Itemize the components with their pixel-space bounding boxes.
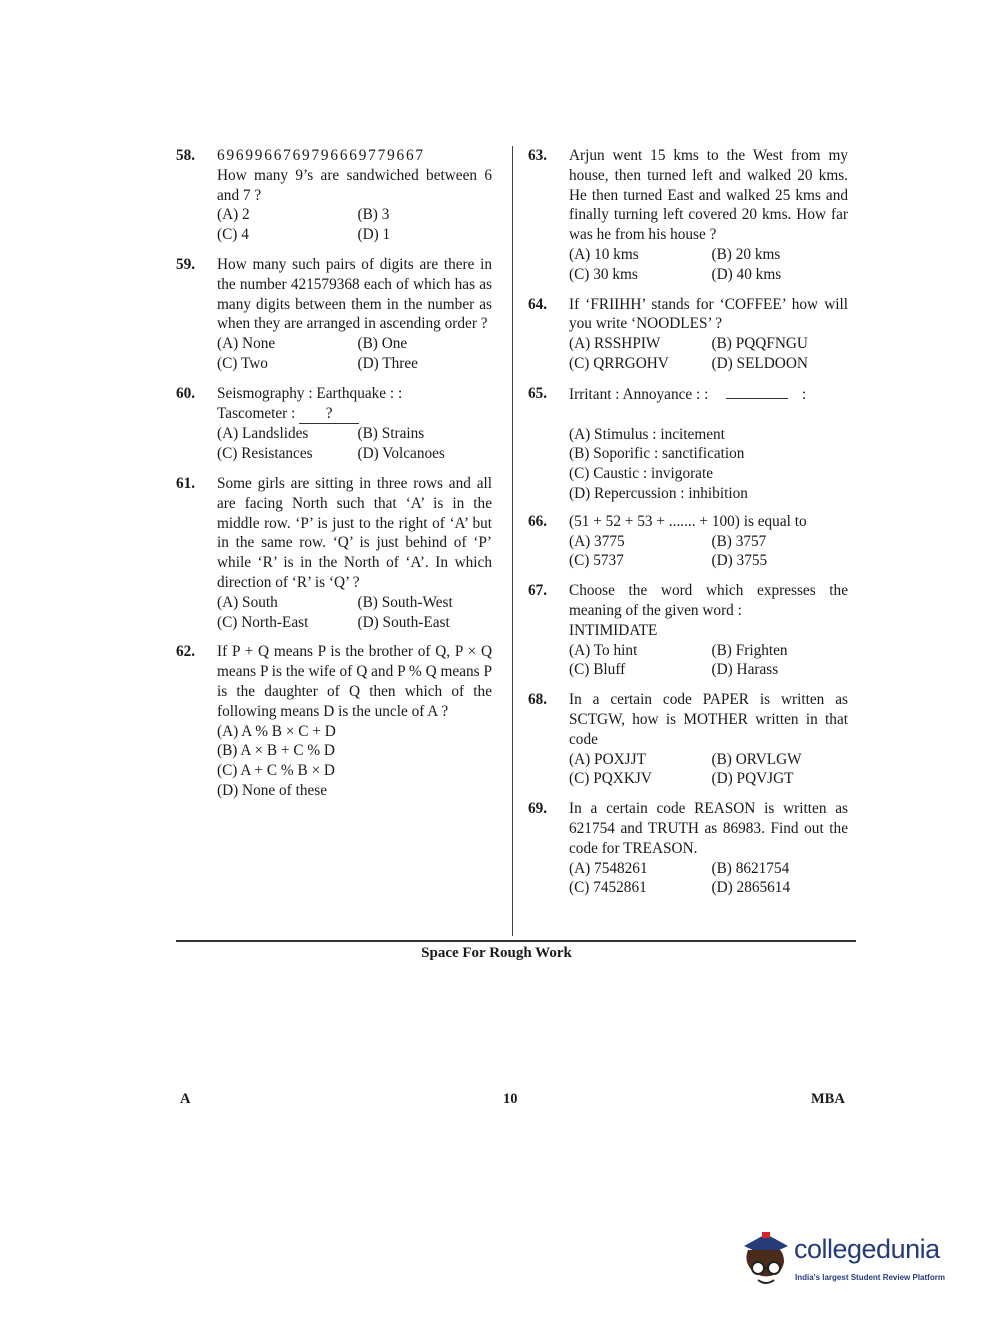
question-number: 64. [528, 295, 548, 313]
option-d[interactable]: (D) Three [357, 354, 418, 372]
question-text: Some girls are sitting in three rows and all are facing North such that ‘A’ is in the middle row. ‘P’ is just to the right of ‘A’ but in the same row. ‘Q’ is just behind of ‘P’ while ‘R’ is in the North of ‘A’. In which direction of ‘R’ is ‘Q’ ? [217, 474, 492, 591]
option-d[interactable]: (D) South-East [357, 613, 450, 631]
option-a[interactable]: (A) Stimulus : incitement [569, 425, 725, 443]
question-number: 69. [528, 800, 548, 818]
option-c[interactable]: (C) North-East [217, 613, 309, 631]
question-text: In a certain code PAPER is written as SCTGW, how is MOTHER written in that code [569, 691, 848, 748]
option-c[interactable]: (C) QRRGOHV [569, 354, 669, 372]
question-66 [528, 512, 848, 571]
option-c[interactable]: (C) Bluff [569, 661, 626, 679]
option-c[interactable]: (C) PQXKJV [569, 770, 652, 788]
options [569, 425, 848, 504]
analogy-prefix: Tascometer : [217, 404, 300, 422]
question-65 [528, 384, 848, 504]
question-number: 68. [528, 691, 548, 709]
question-number: 67. [528, 582, 548, 600]
option-a[interactable]: (A) 10 kms [569, 245, 639, 263]
question-text: How many 9’s are sandwiched between 6 and 7 ? [217, 166, 492, 204]
answer-blank [726, 384, 788, 399]
option-b[interactable]: (B) ORVLGW [711, 750, 802, 768]
option-b[interactable]: (B) 8621754 [711, 859, 790, 877]
option-b[interactable]: (B) 3757 [711, 532, 767, 550]
rough-work-heading: Space For Rough Work [421, 945, 572, 961]
option-d[interactable]: (D) PQVJGT [711, 770, 794, 788]
footer-exam: MBA [811, 1091, 845, 1107]
question-number: 61. [176, 474, 196, 492]
option-a[interactable]: (A) Landslides [217, 425, 309, 443]
logo-wordmark: collegedunia [794, 1234, 940, 1264]
column-divider [512, 146, 513, 936]
question-69 [528, 799, 848, 898]
collegedunia-logo[interactable] [738, 1228, 963, 1290]
question-60 [176, 384, 492, 464]
option-d[interactable]: (D) SELDOON [711, 354, 808, 372]
option-b[interactable]: (B) 20 kms [711, 245, 781, 263]
option-a[interactable]: (A) POXJJT [569, 750, 646, 768]
question-number: 63. [528, 147, 548, 164]
option-a[interactable]: (A) 7548261 [569, 859, 648, 877]
question-text: (51 + 52 + 53 + ....... + 100) is equal to [569, 512, 807, 530]
options [217, 334, 492, 374]
options [569, 859, 848, 899]
question-text: How many such pairs of digits are there in the number 421579368 each of which has as many digits between them in the number as when they are arranged in ascending order ? [217, 255, 492, 333]
question-text: In a certain code REASON is written as 621754 and TRUTH as 86983. Find out the code for TREASON. [569, 800, 848, 857]
options [217, 722, 492, 801]
option-a[interactable]: (A) To hint [569, 641, 638, 659]
option-c[interactable]: (C) 30 kms [569, 265, 638, 283]
options [569, 245, 848, 285]
question-58 [176, 146, 492, 245]
option-b[interactable]: (B) One [357, 335, 408, 353]
question-text: If ‘FRIIHH’ stands for ‘COFFEE’ how will you write ‘NOODLES’ ? [569, 295, 848, 333]
option-a[interactable]: (A) South [217, 593, 278, 611]
option-b[interactable]: (B) 3 [357, 206, 390, 224]
left-column [176, 146, 492, 811]
analogy-colon: : [802, 385, 807, 403]
student-mascot-icon [738, 1228, 794, 1290]
options [217, 424, 492, 464]
option-d[interactable]: (D) 2865614 [711, 879, 791, 897]
option-a[interactable]: (A) RSSHPIW [569, 335, 661, 353]
option-c[interactable]: (C) Caustic : invigorate [569, 465, 714, 483]
option-d[interactable]: (D) Harass [711, 661, 779, 679]
analogy-line [217, 404, 492, 425]
question-number: 59. [176, 255, 196, 273]
question-text: Irritant : Annoyance : : [569, 385, 709, 403]
option-d[interactable]: (D) None of these [217, 781, 328, 799]
options [569, 750, 848, 790]
option-b[interactable]: (B) Strains [357, 425, 425, 443]
question-text: Choose the word which expresses the meaning of the given word : [569, 582, 848, 619]
analogy-blank: ? [299, 404, 359, 425]
section-rule [176, 940, 856, 942]
question-text: Seismography : Earthquake : : [217, 384, 403, 402]
option-c[interactable]: (C) 4 [217, 226, 249, 244]
question-62 [176, 642, 492, 800]
option-c[interactable]: (C) 7452861 [569, 879, 647, 897]
options [569, 641, 848, 681]
question-number: 62. [176, 643, 196, 661]
question-67 [528, 581, 848, 680]
analogy-line [569, 384, 848, 405]
question-text: If P + Q means P is the brother of Q, P × Q means P is the wife of Q and P % Q means P is the daughter of Q then which of the following means D is the uncle of A ? [217, 643, 492, 720]
option-b[interactable]: (B) A × B + C % D [217, 742, 335, 760]
option-c[interactable]: (C) 5737 [569, 552, 624, 570]
question-number: 58. [176, 147, 196, 164]
right-column [528, 146, 848, 908]
question-64 [528, 295, 848, 374]
options [217, 205, 492, 245]
option-b[interactable]: (B) South-West [357, 593, 453, 611]
option-a[interactable]: (A) 3775 [569, 532, 625, 550]
option-c[interactable]: (C) A + C % B × D [217, 762, 335, 780]
given-word: INTIMIDATE [569, 621, 658, 639]
question-sequence: 6969966769796669779667 [217, 147, 425, 164]
option-d[interactable]: (D) 1 [357, 226, 391, 244]
option-c[interactable]: (C) Resistances [217, 445, 313, 463]
option-b[interactable]: (B) Frighten [711, 641, 788, 659]
option-c[interactable]: (C) Two [217, 354, 268, 372]
question-68 [528, 690, 848, 789]
option-a[interactable]: (A) 2 [217, 206, 250, 224]
footer-series: A [180, 1091, 191, 1107]
option-a[interactable]: (A) A % B × C + D [217, 722, 336, 740]
option-d[interactable]: (D) Repercussion : inhibition [569, 484, 748, 502]
option-d[interactable]: (D) Volcanoes [357, 445, 445, 463]
option-d[interactable]: (D) 3755 [711, 552, 768, 570]
logo-tagline: India's largest Student Review Platform [795, 1273, 945, 1282]
option-d[interactable]: (D) 40 kms [711, 265, 782, 283]
question-59 [176, 255, 492, 374]
footer-page-number: 10 [503, 1091, 518, 1107]
question-63 [528, 146, 848, 285]
option-b[interactable]: (B) Soporific : sanctification [569, 445, 745, 463]
question-number: 65. [528, 384, 548, 402]
options [217, 593, 492, 633]
question-text: Arjun went 15 kms to the West from my house, then turned left and walked 20 kms. He then turned East and walked 25 kms and finally turning left covered 20 kms. How far was he from his house ? [569, 147, 848, 244]
option-a[interactable]: (A) None [217, 335, 276, 353]
question-number: 66. [528, 512, 548, 530]
option-b[interactable]: (B) PQQFNGU [711, 335, 808, 353]
options [569, 334, 848, 374]
question-61 [176, 474, 492, 632]
question-number: 60. [176, 384, 196, 402]
options [569, 532, 848, 572]
